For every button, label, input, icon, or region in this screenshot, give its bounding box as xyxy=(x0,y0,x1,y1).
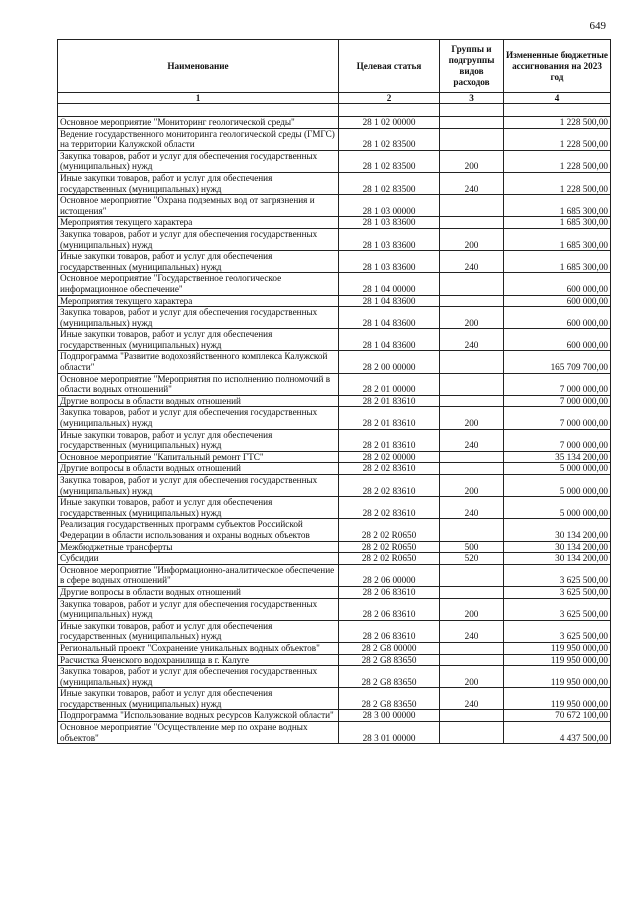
row-target-code: 28 2 01 83610 xyxy=(339,395,440,407)
table-row xyxy=(58,586,611,598)
row-amount: 3 625 500,00 xyxy=(504,586,611,598)
row-name: Закупка товаров, работ и услуг для обеспечения государственных (муниципальных) нужд xyxy=(58,407,339,429)
row-target-code: 28 1 02 00000 xyxy=(339,117,440,129)
row-name: Иные закупки товаров, работ и услуг для обеспечения государственных (муниципальных) нужд xyxy=(58,688,339,710)
row-group-code xyxy=(440,654,504,666)
row-amount: 1 685 300,00 xyxy=(504,217,611,229)
table-row xyxy=(58,429,611,451)
table-row xyxy=(58,150,611,172)
row-name: Мероприятия текущего характера xyxy=(58,217,339,229)
row-name: Основное мероприятие "Государственное геологическое информационное обеспечение" xyxy=(58,273,339,295)
table-row xyxy=(58,519,611,541)
row-amount: 119 950 000,00 xyxy=(504,666,611,688)
row-amount: 600 000,00 xyxy=(504,273,611,295)
row-name: Основное мероприятие "Охрана подземных вод от загрязнения и истощения" xyxy=(58,195,339,217)
column-number: 4 xyxy=(504,93,611,104)
row-target-code: 28 2 01 83610 xyxy=(339,407,440,429)
table-row xyxy=(58,710,611,722)
table-row xyxy=(58,451,611,463)
row-amount: 7 000 000,00 xyxy=(504,407,611,429)
row-amount: 30 134 200,00 xyxy=(504,519,611,541)
row-group-code: 240 xyxy=(440,429,504,451)
row-name: Иные закупки товаров, работ и услуг для обеспечения государственных (муниципальных) нужд xyxy=(58,251,339,273)
row-group-code xyxy=(440,586,504,598)
header-row xyxy=(58,40,611,93)
table-body xyxy=(58,117,611,744)
row-name: Закупка товаров, работ и услуг для обеспечения государственных (муниципальных) нужд xyxy=(58,475,339,497)
row-amount: 5 000 000,00 xyxy=(504,463,611,475)
row-target-code: 28 2 02 R0650 xyxy=(339,519,440,541)
table-row xyxy=(58,395,611,407)
row-amount: 600 000,00 xyxy=(504,295,611,307)
row-amount: 35 134 200,00 xyxy=(504,451,611,463)
row-name: Закупка товаров, работ и услуг для обеспечения государственных (муниципальных) нужд xyxy=(58,666,339,688)
row-name: Расчистка Яченского водохранилища в г. Калуге xyxy=(58,654,339,666)
row-group-code xyxy=(440,117,504,129)
row-target-code: 28 2 02 R0650 xyxy=(339,553,440,565)
row-target-code: 28 2 06 83610 xyxy=(339,598,440,620)
row-target-code: 28 1 04 00000 xyxy=(339,273,440,295)
row-group-code xyxy=(440,642,504,654)
row-name: Иные закупки товаров, работ и услуг для обеспечения государственных (муниципальных) нужд xyxy=(58,172,339,194)
row-target-code: 28 3 00 00000 xyxy=(339,710,440,722)
table-row xyxy=(58,172,611,194)
row-amount: 1 685 300,00 xyxy=(504,228,611,250)
row-amount: 5 000 000,00 xyxy=(504,497,611,519)
row-name: Иные закупки товаров, работ и услуг для обеспечения государственных (муниципальных) нужд xyxy=(58,429,339,451)
row-target-code: 28 1 03 83600 xyxy=(339,251,440,273)
table-row xyxy=(58,475,611,497)
row-target-code: 28 2 02 83610 xyxy=(339,497,440,519)
header-target: Целевая статья xyxy=(339,40,440,93)
table-row xyxy=(58,564,611,586)
row-name: Закупка товаров, работ и услуг для обеспечения государственных (муниципальных) нужд xyxy=(58,228,339,250)
row-group-code xyxy=(440,519,504,541)
row-amount: 3 625 500,00 xyxy=(504,564,611,586)
table-row xyxy=(58,373,611,395)
table-row xyxy=(58,351,611,373)
row-group-code: 240 xyxy=(440,329,504,351)
row-group-code: 200 xyxy=(440,150,504,172)
row-target-code: 28 2 G8 00000 xyxy=(339,642,440,654)
table-row xyxy=(58,541,611,553)
table-row xyxy=(58,195,611,217)
row-name: Другие вопросы в области водных отношений xyxy=(58,463,339,475)
row-target-code: 28 1 02 83500 xyxy=(339,172,440,194)
row-name: Другие вопросы в области водных отношений xyxy=(58,586,339,598)
row-target-code: 28 3 01 00000 xyxy=(339,722,440,744)
row-amount: 7 000 000,00 xyxy=(504,373,611,395)
row-amount: 1 228 500,00 xyxy=(504,117,611,129)
row-group-code xyxy=(440,373,504,395)
row-target-code: 28 2 02 R0650 xyxy=(339,541,440,553)
header-groups: Группы и подгруппы видов расходов xyxy=(440,40,504,93)
row-target-code: 28 2 01 00000 xyxy=(339,373,440,395)
row-amount: 1 685 300,00 xyxy=(504,195,611,217)
row-name: Закупка товаров, работ и услуг для обеспечения государственных (муниципальных) нужд xyxy=(58,307,339,329)
row-amount: 1 228 500,00 xyxy=(504,172,611,194)
row-name: Подпрограмма "Развитие водохозяйственного комплекса Калужской области" xyxy=(58,351,339,373)
row-name: Основное мероприятие "Мероприятия по исполнению полномочий в области водных отношений" xyxy=(58,373,339,395)
table-row xyxy=(58,407,611,429)
row-group-code: 240 xyxy=(440,251,504,273)
row-name: Мероприятия текущего характера xyxy=(58,295,339,307)
row-group-code: 200 xyxy=(440,666,504,688)
row-name: Межбюджетные трансферты xyxy=(58,541,339,553)
header-name: Наименование xyxy=(58,40,339,93)
table-row xyxy=(58,642,611,654)
row-group-code xyxy=(440,351,504,373)
row-group-code: 240 xyxy=(440,172,504,194)
row-target-code: 28 1 02 83500 xyxy=(339,128,440,150)
row-name: Региональный проект "Сохранение уникальных водных объектов" xyxy=(58,642,339,654)
row-name: Подпрограмма "Использование водных ресурсов Калужской области" xyxy=(58,710,339,722)
row-group-code xyxy=(440,295,504,307)
header-amount: Измененные бюджетные ассигнования на 2023 год xyxy=(504,40,611,93)
row-name: Закупка товаров, работ и услуг для обеспечения государственных (муниципальных) нужд xyxy=(58,150,339,172)
row-amount: 5 000 000,00 xyxy=(504,475,611,497)
row-amount: 7 000 000,00 xyxy=(504,429,611,451)
row-group-code xyxy=(440,195,504,217)
row-name: Другие вопросы в области водных отношений xyxy=(58,395,339,407)
row-group-code xyxy=(440,128,504,150)
row-group-code xyxy=(440,395,504,407)
row-name: Реализация государственных программ субъектов Российской Федерации в области использования и охраны водных объектов xyxy=(58,519,339,541)
row-amount: 1 228 500,00 xyxy=(504,128,611,150)
row-group-code: 240 xyxy=(440,620,504,642)
row-name: Основное мероприятие "Мониторинг геологической среды" xyxy=(58,117,339,129)
table-row xyxy=(58,217,611,229)
column-number: 1 xyxy=(58,93,339,104)
table-row xyxy=(58,598,611,620)
row-amount: 70 672 100,00 xyxy=(504,710,611,722)
row-name: Основное мероприятие "Информационно-аналитическое обеспечение в сфере водных отношений" xyxy=(58,564,339,586)
row-amount: 600 000,00 xyxy=(504,329,611,351)
row-amount: 30 134 200,00 xyxy=(504,553,611,565)
row-target-code: 28 2 G8 83650 xyxy=(339,654,440,666)
row-group-code: 520 xyxy=(440,553,504,565)
row-group-code: 200 xyxy=(440,598,504,620)
row-name: Закупка товаров, работ и услуг для обеспечения государственных (муниципальных) нужд xyxy=(58,598,339,620)
table-row xyxy=(58,654,611,666)
page-number: 649 xyxy=(589,20,606,32)
row-group-code xyxy=(440,564,504,586)
row-name: Основное мероприятие "Капитальный ремонт ГТС" xyxy=(58,451,339,463)
row-amount: 7 000 000,00 xyxy=(504,395,611,407)
row-target-code: 28 2 01 83610 xyxy=(339,429,440,451)
row-target-code: 28 2 06 83610 xyxy=(339,586,440,598)
row-target-code: 28 2 02 83610 xyxy=(339,463,440,475)
row-name: Иные закупки товаров, работ и услуг для обеспечения государственных (муниципальных) нужд xyxy=(58,329,339,351)
table-row xyxy=(58,273,611,295)
row-target-code: 28 1 04 83600 xyxy=(339,295,440,307)
row-target-code: 28 1 03 83600 xyxy=(339,217,440,229)
row-group-code xyxy=(440,273,504,295)
row-amount: 119 950 000,00 xyxy=(504,688,611,710)
table-row xyxy=(58,307,611,329)
table-row xyxy=(58,497,611,519)
row-name: Иные закупки товаров, работ и услуг для обеспечения государственных (муниципальных) нужд xyxy=(58,497,339,519)
row-amount: 119 950 000,00 xyxy=(504,642,611,654)
table-row xyxy=(58,666,611,688)
table-row xyxy=(58,117,611,129)
row-group-code: 200 xyxy=(440,475,504,497)
row-group-code: 240 xyxy=(440,497,504,519)
row-group-code: 500 xyxy=(440,541,504,553)
row-target-code: 28 1 04 83600 xyxy=(339,329,440,351)
row-target-code: 28 2 02 83610 xyxy=(339,475,440,497)
row-name: Ведение государственного мониторинга геологической среды (ГМГС) на территории Калужской области xyxy=(58,128,339,150)
column-number-row xyxy=(58,93,611,104)
row-group-code: 200 xyxy=(440,407,504,429)
row-amount: 600 000,00 xyxy=(504,307,611,329)
row-name: Иные закупки товаров, работ и услуг для обеспечения государственных (муниципальных) нужд xyxy=(58,620,339,642)
table-row xyxy=(58,722,611,744)
budget-table xyxy=(57,39,611,744)
row-target-code: 28 1 02 83500 xyxy=(339,150,440,172)
row-group-code xyxy=(440,710,504,722)
row-amount: 165 709 700,00 xyxy=(504,351,611,373)
row-target-code: 28 1 03 00000 xyxy=(339,195,440,217)
row-group-code: 200 xyxy=(440,228,504,250)
row-group-code: 240 xyxy=(440,688,504,710)
row-target-code: 28 1 03 83600 xyxy=(339,228,440,250)
row-group-code xyxy=(440,217,504,229)
table-row xyxy=(58,688,611,710)
row-group-code xyxy=(440,451,504,463)
row-name: Субсидии xyxy=(58,553,339,565)
spacer-row xyxy=(58,104,611,117)
row-group-code xyxy=(440,463,504,475)
row-amount: 4 437 500,00 xyxy=(504,722,611,744)
row-group-code xyxy=(440,722,504,744)
row-target-code: 28 1 04 83600 xyxy=(339,307,440,329)
table-row xyxy=(58,295,611,307)
table-row xyxy=(58,553,611,565)
row-amount: 1 228 500,00 xyxy=(504,150,611,172)
table-row xyxy=(58,463,611,475)
column-number: 3 xyxy=(440,93,504,104)
row-target-code: 28 2 G8 83650 xyxy=(339,666,440,688)
row-amount: 3 625 500,00 xyxy=(504,598,611,620)
row-target-code: 28 2 06 00000 xyxy=(339,564,440,586)
row-target-code: 28 2 02 00000 xyxy=(339,451,440,463)
row-target-code: 28 2 06 83610 xyxy=(339,620,440,642)
row-amount: 3 625 500,00 xyxy=(504,620,611,642)
table-row xyxy=(58,329,611,351)
table-row xyxy=(58,251,611,273)
row-amount: 119 950 000,00 xyxy=(504,654,611,666)
column-number: 2 xyxy=(339,93,440,104)
row-name: Основное мероприятие "Осуществление мер по охране водных объектов" xyxy=(58,722,339,744)
table-row xyxy=(58,228,611,250)
row-amount: 1 685 300,00 xyxy=(504,251,611,273)
row-group-code: 200 xyxy=(440,307,504,329)
row-amount: 30 134 200,00 xyxy=(504,541,611,553)
row-target-code: 28 2 G8 83650 xyxy=(339,688,440,710)
row-target-code: 28 2 00 00000 xyxy=(339,351,440,373)
table-row xyxy=(58,128,611,150)
table-row xyxy=(58,620,611,642)
